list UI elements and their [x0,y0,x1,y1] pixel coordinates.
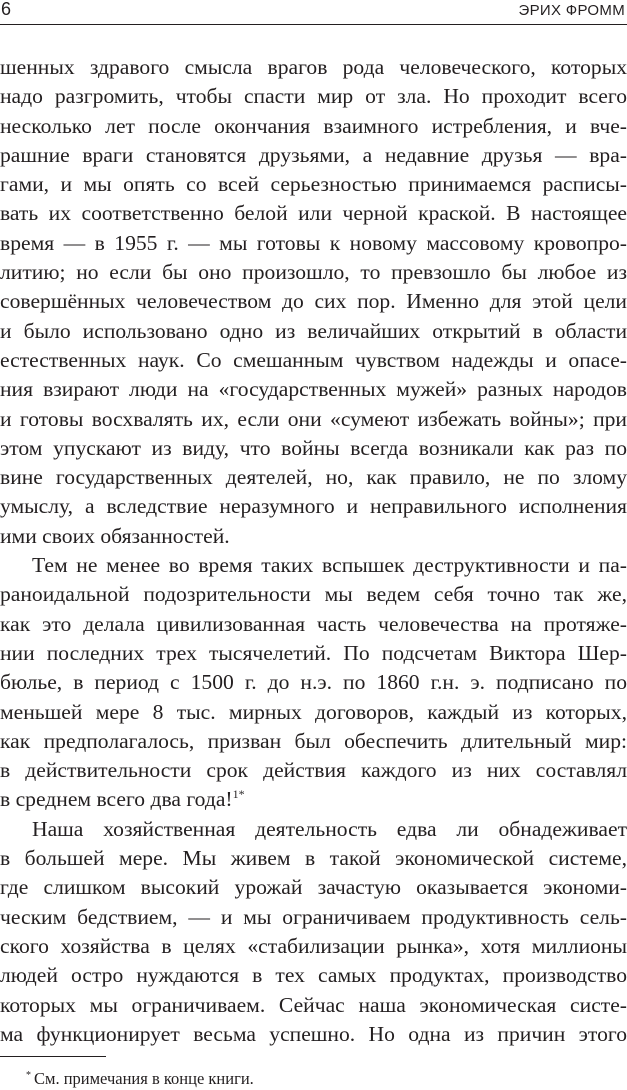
text-line: рашние враги становятся друзьями, а недавние друзья — вра- [0,142,627,167]
text-line: время — в 1955 г. — мы готовы к новому массовому кровопро- [0,230,627,255]
body-text [0,53,627,1049]
footnote-reference[interactable]: 1* [232,787,245,802]
text-line: ческим бедствием, — и мы ограничиваем продуктивность сель- [0,904,627,929]
text-line: надо разгромить, чтобы спасти мир от зла. Но проходит всего [0,84,627,109]
text-line: меньшей мере 8 тыс. мирных договоров, каждый из которых, [0,699,627,724]
text-line: и было использовано одно из величайших открытий в области [0,318,627,343]
text-line: естественных наук. Со смешанным чувством надежды и опасе- [0,347,627,372]
text-line: где слишком высокий урожай зачастую оказывается экономи- [0,875,627,900]
text-line: бюлье, в период с 1500 г. до н.э. по 1860 г.н. э. подписано по [0,670,627,695]
page-number: 6 [1,0,12,19]
text-line: ского хозяйства в целях «стабилизации рынка», хотя миллионы [0,933,627,958]
text-line: вине государственных деятелей, но, как правило, не по злому [0,465,627,490]
text-line: шенных здравого смысла врагов рода человеческого, которых [0,55,627,79]
text-line: Тем не менее во время таких вспышек деструктивности и па- [32,553,627,578]
text-line: гами, и мы опять со всей серьезностью принимаемся расписы- [0,172,627,197]
paragraph-2 [0,551,627,815]
text-line: как предполагалось, призван был обеспечить длительный мир: [0,728,627,753]
paragraph-3 [0,815,627,1049]
text-line-with-footnote [0,785,627,814]
text-line: в среднем всего два года! [0,787,233,812]
footnote-divider [0,1056,106,1057]
text-line: нии последних трех тысячелетий. По подсчетам Виктора Шер- [0,640,627,665]
text-line: литию; но если бы оно произошло, то превзошло бы любое из [0,260,627,285]
text-line: раноидальной подозрительности мы ведем себя точно так же, [0,582,627,607]
running-title: ЭРИХ ФРОММ [518,2,625,19]
text-line: Наша хозяйственная деятельность едва ли обнадеживает [32,816,627,841]
text-line: вать их соответственно белой или черной краской. В настоящее [0,201,627,226]
text-line: и готовы восхвалять их, если они «сумеют избежать войны»; при [0,406,627,431]
text-line: ма функционирует весьма успешно. Но одна из причин этого [0,1021,627,1046]
text-line: несколько лет после окончания взаимного истребления, и вче- [0,113,627,138]
text-line: умыслу, а вследствие неразумного и неправильного исполнения [0,494,627,519]
text-line: в действительности срок действия каждого из них составлял [0,758,627,783]
text-line: как это делала цивилизованная часть человечества на протяже- [0,611,627,636]
text-line: которых мы ограничиваем. Сейчас наша экономическая систе- [0,992,627,1017]
footnote-text: См. примечания в конце книги. [34,1069,254,1088]
text-line: ния взирают люди на «государственных мужей» разных народов [0,377,627,402]
text-line: этом упускают из виду, что войны всегда возникали как раз по [0,435,627,460]
paragraph-1 [0,53,627,551]
text-line: совершённых человечеством до сих пор. Именно для этой цели [0,289,627,314]
footnote-mark: * [26,1069,31,1081]
text-line: людей остро нуждаются в тех самых продуктах, производство [0,963,627,988]
footnote [0,1069,254,1089]
running-header [0,0,627,25]
text-line: в большей мере. Мы живем в такой экономической системе, [0,846,627,871]
text-line: ими своих обязанностей. [0,523,230,548]
